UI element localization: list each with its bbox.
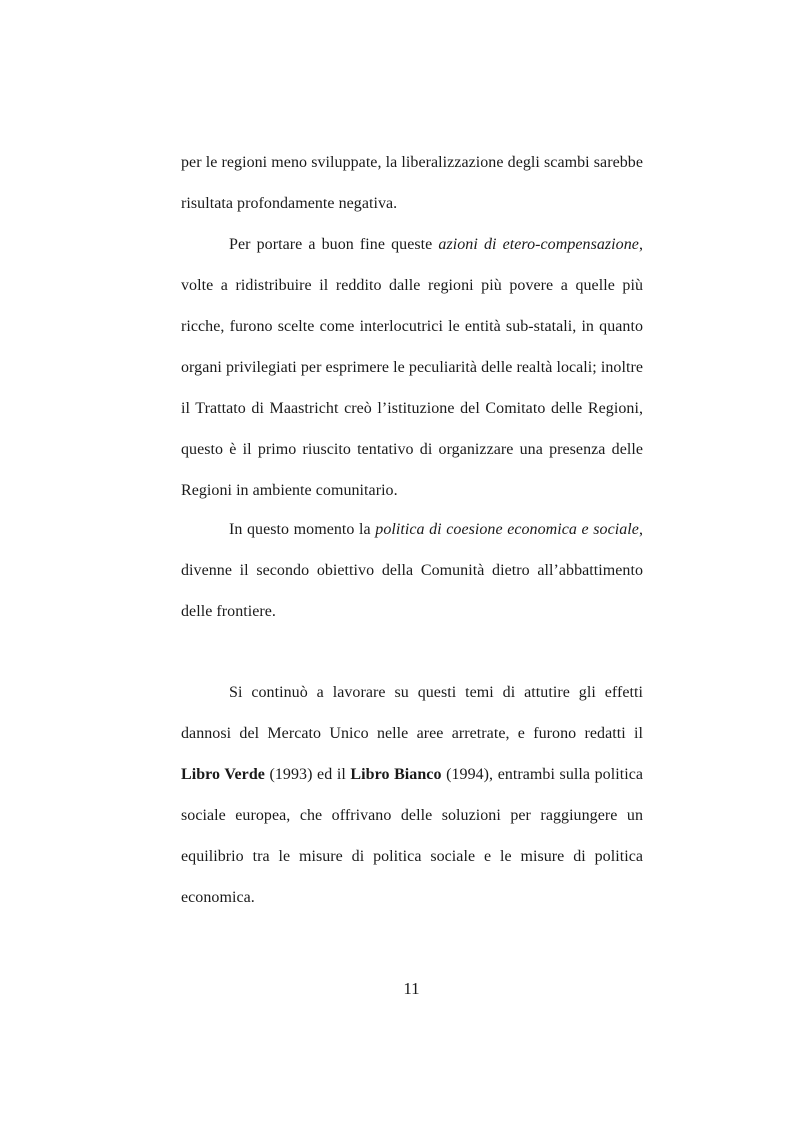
paragraph-3 bbox=[181, 509, 643, 632]
page-number: 11 bbox=[403, 979, 420, 998]
paragraph-1 bbox=[181, 142, 643, 224]
paragraph-2 bbox=[181, 224, 643, 511]
paragraph-2-text-after: , volte a ridistribuire il reddito dalle regioni più povere a quelle più ricche, furono scelte come interlocutrici le entità sub-statali, in quanto organi privilegiati per esprimere le peculiarità delle realtà locali; inoltre il Trattato di Maastricht creò l’istituzione del Comitato delle Regioni, questo è il primo riuscito tentativo di organizzare una presenza delle Regioni in ambiente comunitario. bbox=[181, 236, 643, 499]
paragraph-3-text-after: , divenne il secondo obiettivo della Comunità dietro all’abbattimento delle frontiere. bbox=[181, 521, 644, 620]
paragraph-3-italic-term: politica di coesione economica e sociale bbox=[375, 521, 639, 538]
libro-verde-term: Libro Verde bbox=[181, 766, 265, 783]
paragraph-4-text-before: Si continuò a lavorare su questi temi di attutire gli effetti dannosi del Mercato Unico nelle aree arretrate, e furono redatti il bbox=[181, 684, 643, 742]
paragraph-1-text: per le regioni meno sviluppate, la liberalizzazione degli scambi sarebbe risultata profondamente negativa. bbox=[181, 154, 643, 212]
paragraph-2-text-before: Per portare a buon fine queste bbox=[229, 236, 439, 253]
paragraph-3-text-before: In questo momento la bbox=[229, 521, 376, 538]
libro-bianco-term: Libro Bianco bbox=[350, 766, 442, 783]
paragraph-4-text-middle: (1993) ed il bbox=[264, 766, 351, 783]
paragraph-2-italic-term: azioni di etero-compensazione bbox=[438, 236, 639, 253]
paragraph-4 bbox=[181, 672, 643, 918]
paragraph-4-text-after: (1994), entrambi sulla politica sociale europea, che offrivano delle soluzioni per raggiungere un equilibrio tra le misure di politica sociale e le misure di politica economica. bbox=[181, 766, 643, 906]
